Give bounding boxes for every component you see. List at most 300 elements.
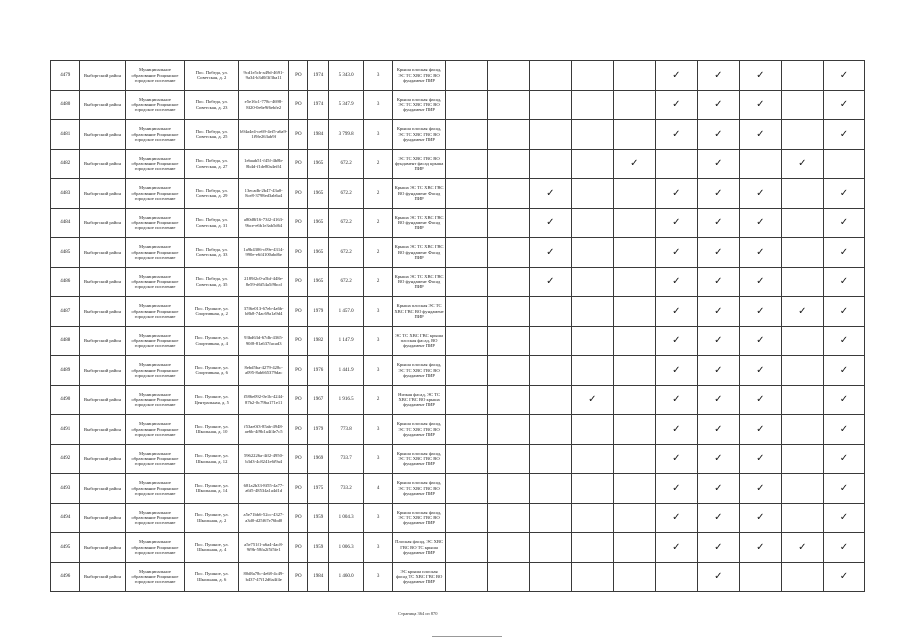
table-row xyxy=(51,385,865,415)
check-mark-icon: ✓ xyxy=(756,305,765,317)
cell-work-flag xyxy=(739,385,781,415)
cell-work-flag xyxy=(739,297,781,327)
table-row xyxy=(51,356,865,386)
cell-work-flag xyxy=(487,208,529,238)
cell-work-flag xyxy=(739,149,781,179)
cell-municipality: Муниципальное образование Рощинское городское поселение xyxy=(125,90,185,120)
cell-id: 4484 xyxy=(51,208,80,238)
cell-work-flag xyxy=(529,267,571,297)
cell-work-flag xyxy=(697,179,739,209)
cell-work-flag xyxy=(445,562,487,592)
cell-work-flag xyxy=(613,326,655,356)
cell-address: Пос. Пушное, ул. Школьная, д. 14 xyxy=(185,474,239,504)
cell-work-flag xyxy=(613,90,655,120)
cell-work-flag xyxy=(697,385,739,415)
cell-area: 3 799.8 xyxy=(329,120,364,150)
cell-work-flag xyxy=(571,208,613,238)
cell-year: 1984 xyxy=(308,562,329,592)
cell-work-flag xyxy=(529,61,571,91)
cell-municipality: Муниципальное образование Рощинское городское поселение xyxy=(125,474,185,504)
cell-work-flag xyxy=(487,179,529,209)
cell-work-flag xyxy=(487,120,529,150)
cell-work-flag xyxy=(487,267,529,297)
cell-municipality: Муниципальное образование Рощинское городское поселение xyxy=(125,503,185,533)
cell-work-flag xyxy=(487,149,529,179)
cell-district: Выборгский район xyxy=(80,297,125,327)
cell-work-flag xyxy=(529,533,571,563)
check-mark-icon: ✓ xyxy=(714,423,723,435)
cell-work-flag xyxy=(655,562,697,592)
cell-work-flag xyxy=(739,90,781,120)
cell-work-flag xyxy=(823,385,864,415)
cell-floors: 3 xyxy=(363,326,392,356)
cell-district: Выборгский район xyxy=(80,208,125,238)
cell-guid: 1a9b4306-c09e-4314-990e-e6f4100abd6e xyxy=(238,238,288,268)
check-mark-icon: ✓ xyxy=(839,453,849,465)
cell-works: Крыша ЭС ТС ХВС ГВС ВО фундамент Фасад ПИР xyxy=(393,179,446,209)
cell-work-flag xyxy=(571,562,613,592)
cell-floors: 3 xyxy=(363,90,392,120)
check-mark-icon: ✓ xyxy=(546,187,555,199)
cell-area: 5 347.9 xyxy=(329,90,364,120)
cell-work-flag xyxy=(655,503,697,533)
cell-id: 4492 xyxy=(51,444,80,474)
cell-work-flag xyxy=(613,444,655,474)
cell-work-flag xyxy=(781,267,823,297)
cell-address: Пос. Пушное, ул. Школьная, д. 10 xyxy=(185,415,239,445)
cell-floors: 2 xyxy=(363,238,392,268)
cell-work-flag xyxy=(739,238,781,268)
cell-guid: e5e16c1-778c-4698-8f20-0e6e9f6ebfe2 xyxy=(238,90,288,120)
check-mark-icon: ✓ xyxy=(546,217,555,229)
cell-work-flag xyxy=(697,61,739,91)
cell-work-flag xyxy=(697,90,739,120)
cell-work-flag xyxy=(781,61,823,91)
check-mark-icon: ✓ xyxy=(839,571,849,583)
cell-work-flag xyxy=(571,267,613,297)
cell-address: Пос. Пушное, ул. Спортивная, д. 6 xyxy=(185,356,239,386)
cell-work-flag xyxy=(655,267,697,297)
cell-work-flag xyxy=(487,90,529,120)
cell-work-flag xyxy=(445,444,487,474)
check-mark-icon: ✓ xyxy=(756,246,765,258)
cell-municipality: Муниципальное образование Рощинское городское поселение xyxy=(125,61,185,91)
cell-works: Низкая фасад, ЭС ТС ХВС ГВС ВО крыша фундамент ПИР xyxy=(393,385,446,415)
table-row xyxy=(51,503,865,533)
cell-work-flag xyxy=(697,208,739,238)
cell-area: 1 460.0 xyxy=(329,562,364,592)
table-row xyxy=(51,326,865,356)
cell-id: 4481 xyxy=(51,120,80,150)
cell-work-flag xyxy=(571,356,613,386)
cell-work-flag xyxy=(739,503,781,533)
cell-id: 4485 xyxy=(51,238,80,268)
cell-municipality: Муниципальное образование Рощинское городское поселение xyxy=(125,356,185,386)
cell-work-flag xyxy=(529,120,571,150)
check-mark-icon: ✓ xyxy=(672,69,681,81)
cell-area: 1 004.3 xyxy=(329,503,364,533)
cell-work-flag xyxy=(697,267,739,297)
cell-municipality: Муниципальное образование Рощинское городское поселение xyxy=(125,179,185,209)
cell-work-flag xyxy=(739,179,781,209)
cell-municipality: Муниципальное образование Рощинское городское поселение xyxy=(125,444,185,474)
check-mark-icon: ✓ xyxy=(839,364,849,376)
cell-guid: f53ae0f3-85ab-4948-ae6b-4f9b1a4f4e7c5 xyxy=(238,415,288,445)
cell-work-flag xyxy=(781,120,823,150)
cell-work-flag xyxy=(613,179,655,209)
table-body xyxy=(51,61,865,592)
cell-floors: 3 xyxy=(363,120,392,150)
cell-district: Выборгский район xyxy=(80,503,125,533)
cell-type: РО xyxy=(289,297,308,327)
cell-work-flag xyxy=(613,238,655,268)
check-mark-icon: ✓ xyxy=(672,187,681,199)
check-mark-icon: ✓ xyxy=(839,99,849,111)
cell-work-flag xyxy=(697,238,739,268)
cell-work-flag xyxy=(697,149,739,179)
cell-type: РО xyxy=(289,326,308,356)
cell-work-flag xyxy=(487,356,529,386)
cell-work-flag xyxy=(487,385,529,415)
cell-work-flag xyxy=(823,503,864,533)
cell-work-flag xyxy=(739,533,781,563)
check-mark-icon: ✓ xyxy=(672,246,681,258)
cell-work-flag xyxy=(613,503,655,533)
cell-work-flag xyxy=(613,149,655,179)
cell-works: Крыша плоская ЭС ТС ХВС ГВС ВО фундамент ПИР xyxy=(393,297,446,327)
cell-address: Пос. Победа, ул. Советская, д. 35 xyxy=(185,267,239,297)
check-mark-icon: ✓ xyxy=(839,69,849,81)
check-mark-icon: ✓ xyxy=(672,482,681,494)
cell-district: Выборгский район xyxy=(80,326,125,356)
check-mark-icon: ✓ xyxy=(756,512,765,524)
check-mark-icon: ✓ xyxy=(672,364,681,376)
cell-work-flag xyxy=(445,61,487,91)
cell-work-flag xyxy=(739,208,781,238)
cell-works: Крыша плоская фасад, ЭС ТС ХВС ГВС ВО фундамент ПИР xyxy=(393,61,446,91)
cell-work-flag xyxy=(571,415,613,445)
cell-year: 1975 xyxy=(308,474,329,504)
check-mark-icon: ✓ xyxy=(756,99,765,111)
check-mark-icon: ✓ xyxy=(839,335,849,347)
cell-municipality: Муниципальное образование Рощинское городское поселение xyxy=(125,562,185,592)
check-mark-icon: ✓ xyxy=(839,305,849,317)
cell-type: РО xyxy=(289,61,308,91)
cell-work-flag xyxy=(655,533,697,563)
check-mark-icon: ✓ xyxy=(756,364,765,376)
cell-work-flag xyxy=(781,474,823,504)
cell-year: 1979 xyxy=(308,415,329,445)
cell-work-flag xyxy=(571,533,613,563)
cell-floors: 2 xyxy=(363,385,392,415)
cell-id: 4483 xyxy=(51,179,80,209)
cell-work-flag xyxy=(529,179,571,209)
cell-area: 733.2 xyxy=(329,474,364,504)
cell-works: Крыша плоская фасад, ЭС ТС ХВС ГВС ВО фундамент ПИР xyxy=(393,444,446,474)
cell-address: Пос. Победа, ул. Советская, д. 2 xyxy=(185,61,239,91)
cell-work-flag xyxy=(487,444,529,474)
cell-work-flag xyxy=(529,356,571,386)
cell-area: 773.8 xyxy=(329,415,364,445)
cell-work-flag xyxy=(781,149,823,179)
cell-type: РО xyxy=(289,533,308,563)
table-row xyxy=(51,179,865,209)
cell-area: 672.2 xyxy=(329,208,364,238)
cell-id: 4491 xyxy=(51,415,80,445)
cell-work-flag xyxy=(445,90,487,120)
cell-work-flag xyxy=(487,297,529,327)
cell-work-flag xyxy=(445,238,487,268)
check-mark-icon: ✓ xyxy=(839,423,849,435)
check-mark-icon: ✓ xyxy=(714,541,723,553)
cell-work-flag xyxy=(781,238,823,268)
cell-work-flag xyxy=(697,297,739,327)
cell-works: ЭС ТС ХВС ГВС ВО фундамент фасад крыша ПИР xyxy=(393,149,446,179)
table-row xyxy=(51,267,865,297)
check-mark-icon: ✓ xyxy=(672,128,681,140)
cell-work-flag xyxy=(655,356,697,386)
cell-floors: 2 xyxy=(363,149,392,179)
cell-guid: a5e71bb6-52cc-4327-a3d0-d25f67e76bd0 xyxy=(238,503,288,533)
cell-work-flag xyxy=(655,208,697,238)
cell-work-flag xyxy=(529,562,571,592)
cell-guid: 13ecadb-2b47-43a0-8ce8-3798ed3ab6a4 xyxy=(238,179,288,209)
cell-work-flag xyxy=(655,149,697,179)
cell-guid: f586e092-0e1b-4244-87b2-0c79ba171e11 xyxy=(238,385,288,415)
cell-work-flag xyxy=(823,562,864,592)
cell-municipality: Муниципальное образование Рощинское городское поселение xyxy=(125,297,185,327)
table-row xyxy=(51,533,865,563)
cell-work-flag xyxy=(571,238,613,268)
cell-work-flag xyxy=(739,267,781,297)
check-mark-icon: ✓ xyxy=(672,423,681,435)
page-number: Страница 364 из 870 xyxy=(398,611,438,616)
cell-district: Выборгский район xyxy=(80,415,125,445)
cell-work-flag xyxy=(529,444,571,474)
cell-address: Пос. Пушное, ул. Спортивная, д. 2 xyxy=(185,297,239,327)
cell-id: 4487 xyxy=(51,297,80,327)
cell-guid: 5962226a-4ff2-4950-b3d3-4c8241e6f9a4 xyxy=(238,444,288,474)
check-mark-icon: ✓ xyxy=(714,69,723,81)
cell-id: 4490 xyxy=(51,385,80,415)
cell-district: Выборгский район xyxy=(80,474,125,504)
cell-work-flag xyxy=(823,474,864,504)
cell-floors: 4 xyxy=(363,474,392,504)
cell-work-flag xyxy=(655,61,697,91)
cell-type: РО xyxy=(289,120,308,150)
check-mark-icon: ✓ xyxy=(839,512,849,524)
cell-work-flag xyxy=(613,120,655,150)
table-row xyxy=(51,562,865,592)
cell-floors: 3 xyxy=(363,562,392,592)
cell-work-flag xyxy=(781,533,823,563)
cell-work-flag xyxy=(613,297,655,327)
cell-address: Пос. Победа, ул. Советская, д. 29 xyxy=(185,179,239,209)
cell-work-flag xyxy=(445,120,487,150)
cell-address: Пос. Пушное, ул. Школьная, д. 4 xyxy=(185,533,239,563)
check-mark-icon: ✓ xyxy=(714,512,723,524)
cell-work-flag xyxy=(823,120,864,150)
check-mark-icon: ✓ xyxy=(672,335,681,347)
cell-floors: 2 xyxy=(363,179,392,209)
check-mark-icon: ✓ xyxy=(756,335,765,347)
check-mark-icon: ✓ xyxy=(839,187,849,199)
cell-work-flag xyxy=(529,149,571,179)
cell-area: 672.2 xyxy=(329,149,364,179)
check-mark-icon: ✓ xyxy=(798,305,807,317)
cell-works: Крыша ЭС ТС ХВС ГВС ВО фундамент Фасад ПИР xyxy=(393,208,446,238)
cell-area: 672.2 xyxy=(329,267,364,297)
cell-work-flag xyxy=(571,385,613,415)
cell-work-flag xyxy=(445,503,487,533)
cell-work-flag xyxy=(697,562,739,592)
cell-work-flag xyxy=(781,503,823,533)
cell-type: РО xyxy=(289,149,308,179)
cell-year: 1967 xyxy=(308,385,329,415)
cell-municipality: Муниципальное образование Рощинское городское поселение xyxy=(125,208,185,238)
check-mark-icon: ✓ xyxy=(714,246,723,258)
cell-work-flag xyxy=(655,415,697,445)
cell-works: ЭС крыша плоская фасад ТС ХВС ГВС ВО фундамент ПИР xyxy=(393,562,446,592)
cell-work-flag xyxy=(781,562,823,592)
cell-work-flag xyxy=(655,120,697,150)
cell-work-flag xyxy=(613,533,655,563)
cell-work-flag xyxy=(487,562,529,592)
table-row xyxy=(51,474,865,504)
check-mark-icon: ✓ xyxy=(839,217,849,229)
cell-work-flag xyxy=(571,179,613,209)
cell-guid: 37f6e013-67eb-4a6b-b8b8-74ac69a1a9d4 xyxy=(238,297,288,327)
cell-works: Крыша ЭС ТС ХВС ГВС ВО фундамент Фасад ПИР xyxy=(393,238,446,268)
check-mark-icon: ✓ xyxy=(839,541,849,553)
check-mark-icon: ✓ xyxy=(672,541,681,553)
check-mark-icon: ✓ xyxy=(839,246,849,258)
cell-district: Выборгский район xyxy=(80,179,125,209)
cell-work-flag xyxy=(613,415,655,445)
housing-register-table xyxy=(50,60,865,592)
check-mark-icon: ✓ xyxy=(714,571,723,583)
cell-municipality: Муниципальное образование Рощинское городское поселение xyxy=(125,149,185,179)
cell-year: 1984 xyxy=(308,120,329,150)
cell-works: Крыша плоская фасад, ЭС ТС ХВС ГВС ВО фундамент ПИР xyxy=(393,120,446,150)
cell-work-flag xyxy=(571,474,613,504)
cell-area: 1 457.0 xyxy=(329,297,364,327)
cell-municipality: Муниципальное образование Рощинское городское поселение xyxy=(125,267,185,297)
check-mark-icon: ✓ xyxy=(714,217,723,229)
cell-id: 4488 xyxy=(51,326,80,356)
cell-work-flag xyxy=(529,474,571,504)
cell-works: Крыша плоская фасад, ЭС ТС ХВС ГВС ВО фундамент ПИР xyxy=(393,90,446,120)
cell-year: 1979 xyxy=(308,297,329,327)
cell-floors: 3 xyxy=(363,444,392,474)
cell-work-flag xyxy=(823,179,864,209)
cell-work-flag xyxy=(655,297,697,327)
cell-work-flag xyxy=(655,474,697,504)
check-mark-icon: ✓ xyxy=(630,158,639,170)
check-mark-icon: ✓ xyxy=(672,276,681,288)
check-mark-icon: ✓ xyxy=(672,217,681,229)
check-mark-icon: ✓ xyxy=(756,187,765,199)
cell-work-flag xyxy=(571,297,613,327)
cell-municipality: Муниципальное образование Рощинское городское поселение xyxy=(125,238,185,268)
cell-work-flag xyxy=(781,385,823,415)
cell-year: 1965 xyxy=(308,267,329,297)
cell-district: Выборгский район xyxy=(80,149,125,179)
cell-type: РО xyxy=(289,208,308,238)
cell-work-flag xyxy=(487,415,529,445)
cell-area: 1 147.9 xyxy=(329,326,364,356)
cell-work-flag xyxy=(697,444,739,474)
cell-work-flag xyxy=(571,503,613,533)
cell-area: 1 441.9 xyxy=(329,356,364,386)
cell-works: Плоская фасад, ЭС ХВС ГВС ВО ТС крыша фундамент ПИР xyxy=(393,533,446,563)
cell-work-flag xyxy=(697,533,739,563)
cell-id: 4480 xyxy=(51,90,80,120)
cell-work-flag xyxy=(445,267,487,297)
cell-floors: 3 xyxy=(363,533,392,563)
cell-work-flag xyxy=(823,61,864,91)
cell-work-flag xyxy=(529,385,571,415)
cell-work-flag xyxy=(487,238,529,268)
cell-work-flag xyxy=(823,297,864,327)
check-mark-icon: ✓ xyxy=(798,158,807,170)
cell-work-flag xyxy=(571,120,613,150)
cell-address: Пос. Пушное, ул. Центральная, д. 5 xyxy=(185,385,239,415)
cell-work-flag xyxy=(529,503,571,533)
cell-work-flag xyxy=(445,474,487,504)
cell-work-flag xyxy=(487,503,529,533)
cell-guid: 681a2b33-8f55-4a77-a6f5-48534a1a4d1d xyxy=(238,474,288,504)
cell-guid: 8ebd5ba-4279-428c-a095-8ab665379dac xyxy=(238,356,288,386)
cell-municipality: Муниципальное образование Рощинское городское поселение xyxy=(125,385,185,415)
cell-municipality: Муниципальное образование Рощинское городское поселение xyxy=(125,120,185,150)
cell-id: 4486 xyxy=(51,267,80,297)
cell-area: 5 343.0 xyxy=(329,61,364,91)
cell-id: 4493 xyxy=(51,474,80,504)
cell-work-flag xyxy=(781,297,823,327)
cell-work-flag xyxy=(445,179,487,209)
cell-year: 1974 xyxy=(308,61,329,91)
cell-work-flag xyxy=(739,326,781,356)
cell-work-flag xyxy=(823,267,864,297)
cell-work-flag xyxy=(781,208,823,238)
cell-municipality: Муниципальное образование Рощинское городское поселение xyxy=(125,326,185,356)
cell-work-flag xyxy=(697,356,739,386)
cell-district: Выборгский район xyxy=(80,120,125,150)
check-mark-icon: ✓ xyxy=(546,276,555,288)
check-mark-icon: ✓ xyxy=(756,423,765,435)
cell-work-flag xyxy=(823,208,864,238)
check-mark-icon: ✓ xyxy=(839,128,849,140)
check-mark-icon: ✓ xyxy=(714,187,723,199)
cell-type: РО xyxy=(289,267,308,297)
cell-work-flag xyxy=(655,326,697,356)
cell-area: 733.7 xyxy=(329,444,364,474)
cell-address: Пос. Победа, ул. Советская, д. 33 xyxy=(185,238,239,268)
cell-work-flag xyxy=(655,90,697,120)
table-row xyxy=(51,238,865,268)
cell-guid: 2189f2c0-a5bf-448e-8e59-d6f54a5f9bcd xyxy=(238,267,288,297)
table-row xyxy=(51,444,865,474)
cell-work-flag xyxy=(613,356,655,386)
check-mark-icon: ✓ xyxy=(839,276,849,288)
cell-work-flag xyxy=(739,562,781,592)
check-mark-icon: ✓ xyxy=(756,394,765,406)
cell-work-flag xyxy=(823,533,864,563)
cell-address: Пос. Пушное, ул. Школьная, д. 2 xyxy=(185,503,239,533)
cell-work-flag xyxy=(613,474,655,504)
table-row xyxy=(51,297,865,327)
